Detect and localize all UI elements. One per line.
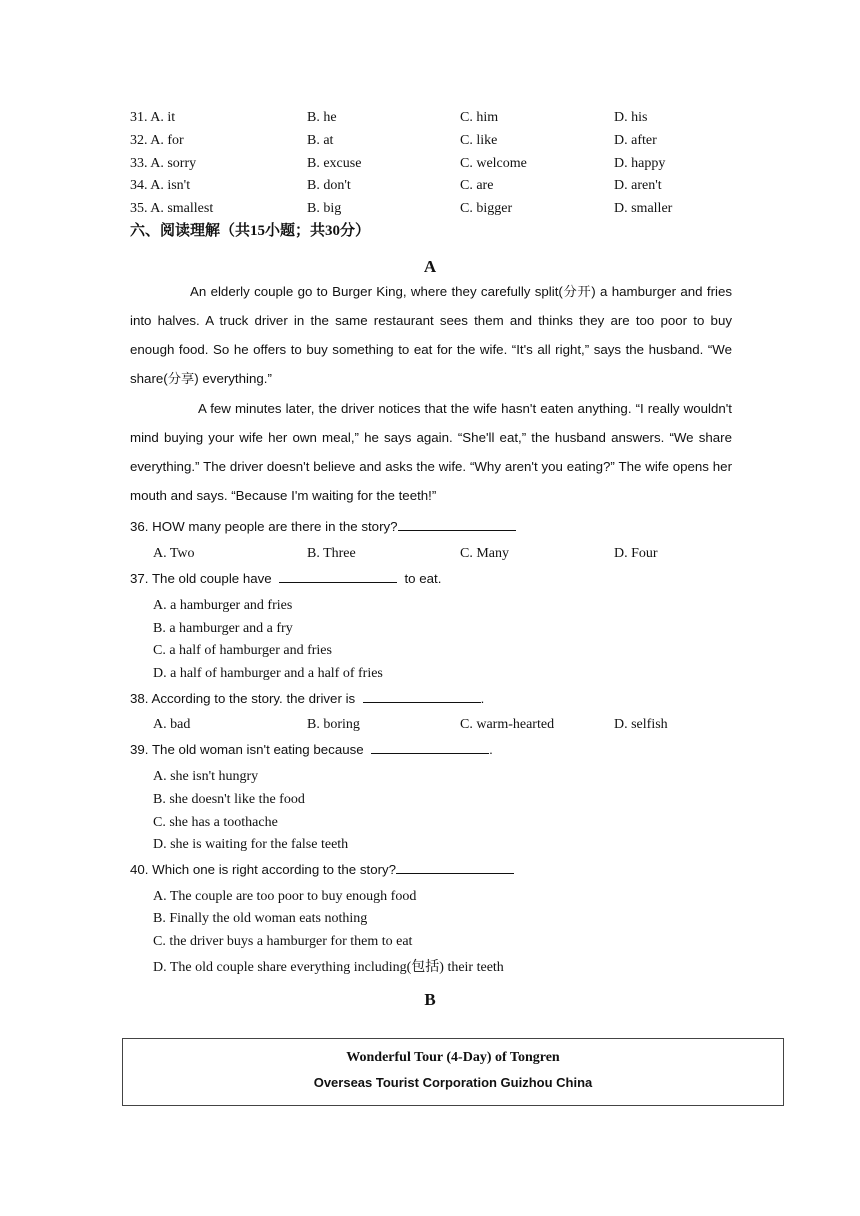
question-39: 39. The old woman isn't eating because . — [130, 742, 493, 757]
answer-blank — [279, 569, 397, 583]
choice-d: D. after — [614, 133, 657, 148]
option-b: B. Three — [307, 546, 356, 561]
choice-a: 33. A. sorry — [130, 156, 197, 171]
option-b: B. boring — [307, 717, 360, 732]
answer-blank — [396, 860, 514, 874]
question-40-option-a: A. The couple are too poor to buy enough food — [153, 889, 417, 904]
question-37-option-c: C. a half of hamburger and fries — [153, 643, 332, 658]
question-39-option-d: D. she is waiting for the false teeth — [153, 837, 349, 852]
choice-c: C. are — [460, 178, 494, 193]
question-37-option-b: B. a hamburger and a fry — [153, 621, 293, 636]
section-title: 六、阅读理解（共15小题；共30分） — [130, 221, 371, 239]
question-36-options — [153, 546, 773, 568]
choice-c: C. like — [460, 133, 498, 148]
choice-d: D. smaller — [614, 201, 673, 216]
option-a: A. Two — [153, 546, 195, 561]
option-d: D. Four — [614, 546, 658, 561]
choice-d: D. happy — [614, 156, 666, 171]
question-40: 40. Which one is right according to the story? — [130, 860, 514, 877]
question-38: 38. According to the story. the driver is . — [130, 691, 485, 706]
choice-a: 31. A. it — [130, 110, 176, 125]
choice-b: B. don't — [307, 178, 351, 193]
tour-info-box — [122, 1038, 784, 1106]
passage-b-heading: B — [424, 990, 436, 1009]
question-39-option-c: C. she has a toothache — [153, 815, 278, 830]
choice-row-33 — [130, 156, 770, 178]
question-40-option-c: C. the driver buys a hamburger for them to eat — [153, 934, 413, 949]
passage-a-paragraph-2: A few minutes later, the driver notices that the wife hasn't eaten anything. “I really wouldn't mind buying your wife her own meal,” he says again. “She'll eat,” the husband answers. “We share everything.” The driver doesn't believe and asks the wife. “Why aren't you eating?” The wife opens her mouth and says. “Because I'm waiting for the teeth!” — [130, 401, 732, 503]
tour-title: Wonderful Tour (4-Day) of Tongren — [346, 1050, 560, 1065]
option-a: A. bad — [153, 717, 191, 732]
choice-b: B. at — [307, 133, 334, 148]
question-39-option-b: B. she doesn't like the food — [153, 792, 305, 807]
passage-a-heading: A — [423, 257, 437, 276]
choice-b: B. excuse — [307, 156, 362, 171]
choice-c: C. bigger — [460, 201, 513, 216]
question-37-option-d: D. a half of hamburger and a half of fries — [153, 666, 383, 681]
choice-row-32 — [130, 133, 770, 155]
question-36: 36. HOW many people are there in the story? — [130, 517, 516, 534]
option-c: C. Many — [460, 546, 509, 561]
choice-a: 32. A. for — [130, 133, 184, 148]
choice-row-31 — [130, 110, 770, 132]
passage-a-paragraph-1: An elderly couple go to Burger King, where they carefully split(分开) a hamburger and fries into halves. A truck driver in the same restaurant sees them and thinks they are too poor to buy enough food. So he offers to buy something to eat for the wife. “It's all right,” says the husband. “We share(分享) everything.” — [130, 284, 732, 386]
choice-b: B. big — [307, 201, 342, 216]
choice-d: D. aren't — [614, 178, 662, 193]
question-40-option-b: B. Finally the old woman eats nothing — [153, 911, 368, 926]
option-d: D. selfish — [614, 717, 668, 732]
question-38-options — [153, 717, 773, 739]
choice-row-34 — [130, 178, 770, 200]
question-37-option-a: A. a hamburger and fries — [153, 598, 293, 613]
answer-blank — [371, 740, 489, 754]
tour-company: Overseas Tourist Corporation Guizhou China — [313, 1075, 593, 1090]
option-c: C. warm-hearted — [460, 717, 555, 732]
question-40-option-d: D. The old couple share everything including(包括) their teeth — [153, 960, 504, 975]
choice-a: 35. A. smallest — [130, 201, 214, 216]
choice-b: B. he — [307, 110, 337, 125]
choice-c: C. welcome — [460, 156, 527, 171]
choice-a: 34. A. isn't — [130, 178, 191, 193]
choice-d: D. his — [614, 110, 648, 125]
choice-c: C. him — [460, 110, 499, 125]
answer-blank — [363, 689, 481, 703]
question-39-option-a: A. she isn't hungry — [153, 769, 259, 784]
question-37: 37. The old couple have to eat. — [130, 571, 442, 586]
answer-blank — [398, 517, 516, 531]
